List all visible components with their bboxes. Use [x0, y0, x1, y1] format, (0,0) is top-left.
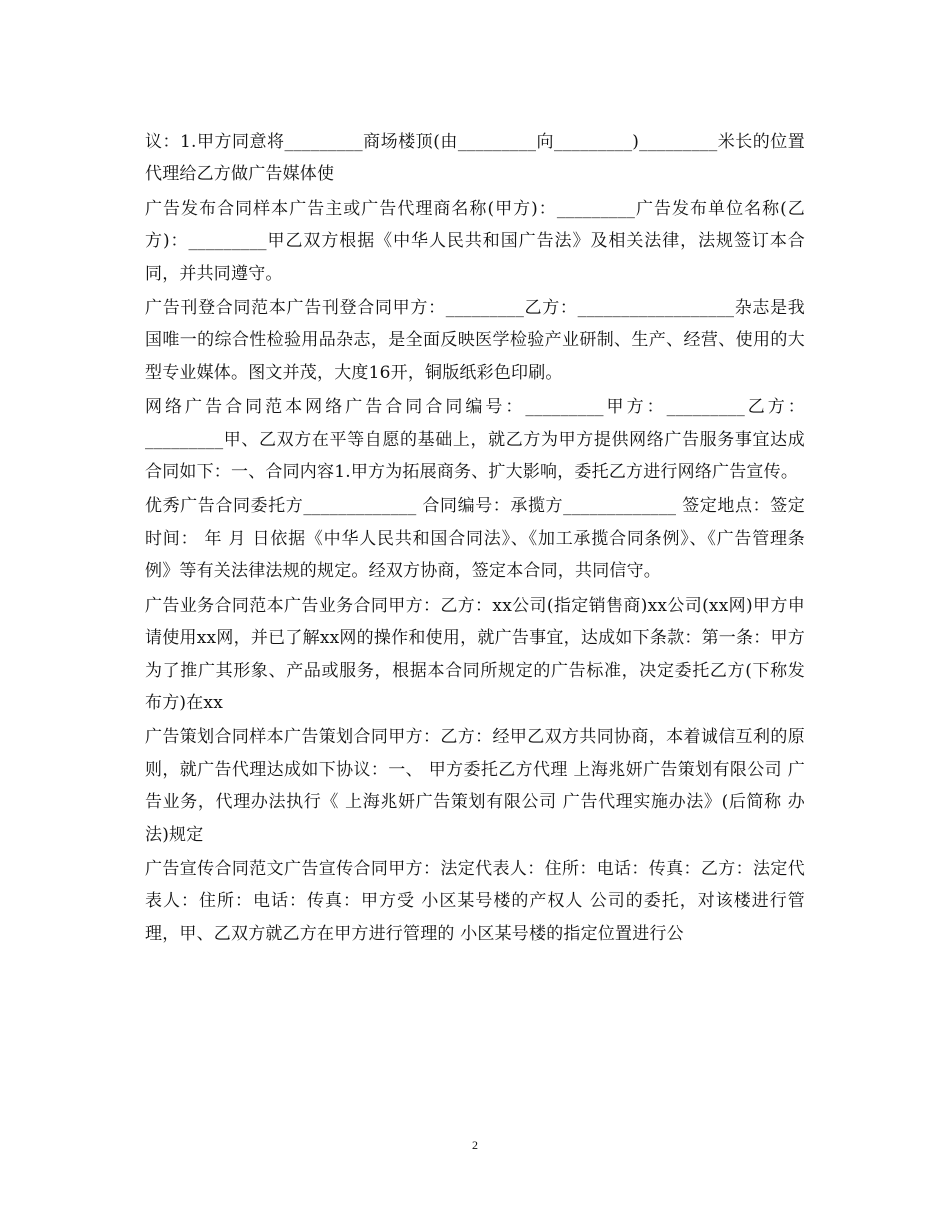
document-body	[145, 126, 805, 952]
paragraph-excellent-ad-contract: 优秀广告合同委托方_____________ 合同编号：承揽方_____________ 签定地点：签定时间： 年 月 日依据《中华人民共和国合同法》、《加工承揽合同条例》、《广告管理条例》等有关法律法规的规定。经双方协商，签定本合同，共同信守。	[145, 496, 805, 582]
paragraph-billboard-agreement: 议：1.甲方同意将_________商场楼顶(由_________向_________)_________米长的位置代理给乙方做广告媒体使	[145, 132, 805, 185]
paragraph-ad-promotion-contract: 广告宣传合同范文广告宣传合同甲方：法定代表人：住所：电话：传真：乙方：法定代表人：住所：电话：传真：甲方受 小区某号楼的产权人 公司的委托，对该楼进行管理，甲、乙双方就乙方在甲方进行管理的 小区某号楼的指定位置进行公	[145, 858, 805, 944]
paragraph-online-ad-contract: 网络广告合同范本网络广告合同合同编号：_________甲方：_________乙方：_________甲、乙双方在平等自愿的基础上，就乙方为甲方提供网络广告服务事宜达成合同如下：一、合同内容1.甲方为拓展商务、扩大影响，委托乙方进行网络广告宣传。	[145, 397, 805, 483]
paragraph-ad-insertion-contract: 广告刊登合同范本广告刊登合同甲方：_________乙方：__________________杂志是我国唯一的综合性检验用品杂志，是全面反映医学检验产业研制、生产、经营、使用的大型专业媒体。图文并茂，大度16开，铜版纸彩色印刷。	[145, 298, 805, 383]
page-number: 2	[472, 1138, 478, 1152]
paragraph-ad-publishing-contract: 广告发布合同样本广告主或广告代理商名称(甲方)：_________广告发布单位名称(乙方)：_________甲乙双方根据《中华人民共和国广告法》及相关法律，法规签订本合同，并共同遵守。	[145, 198, 805, 284]
paragraph-ad-planning-contract: 广告策划合同样本广告策划合同甲方：乙方：经甲乙双方共同协商，本着诚信互利的原则，就广告代理达成如下协议：一、 甲方委托乙方代理 上海兆妍广告策划有限公司 广告业务，代理办法执行《 上海兆妍广告策划有限公司 广告代理实施办法》(后简称 办法)规定	[145, 727, 805, 845]
paragraph-ad-business-contract: 广告业务合同范本广告业务合同甲方：乙方：xx公司(指定销售商)xx公司(xx网)甲方申请使用xx网，并已了解xx网的操作和使用，就广告事宜，达成如下条款：第一条：甲方为了推广其形象、产品或服务，根据本合同所规定的广告标准，决定委托乙方(下称发布方)在xx	[145, 595, 805, 713]
